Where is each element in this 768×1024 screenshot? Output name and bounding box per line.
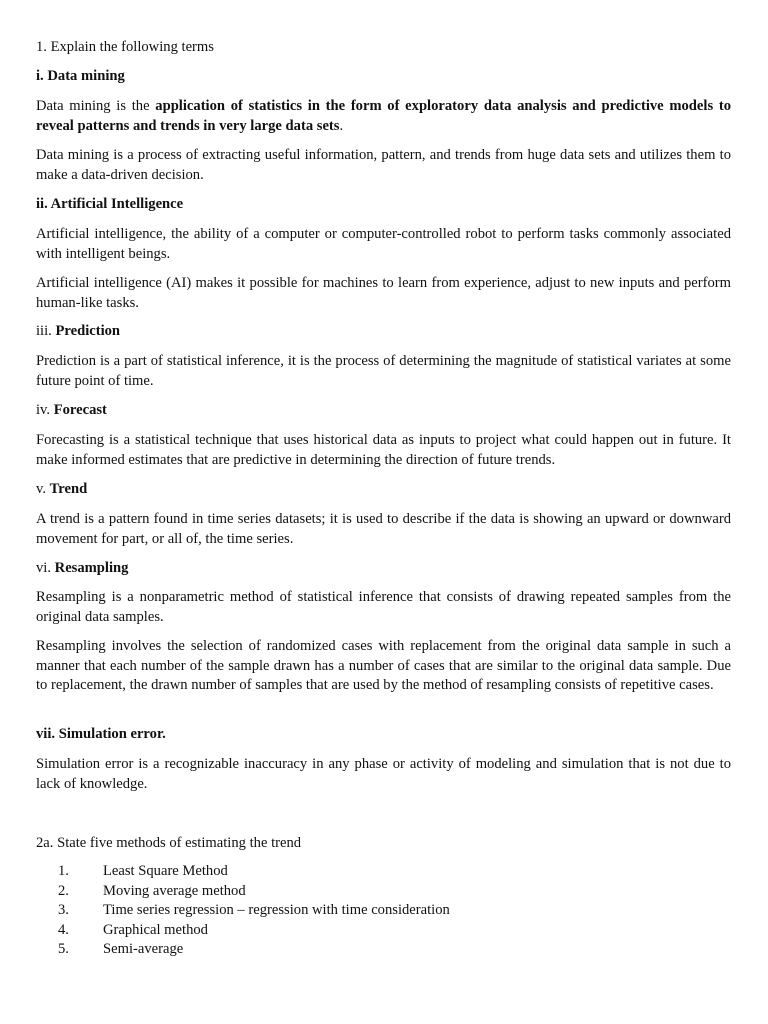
paragraph-forecast: Forecasting is a statistical technique that uses historical data as inputs to project what could happen out in future. It make informed estimates that are predictive in determining the direction of future trends. — [36, 432, 731, 468]
term-title: Forecast — [53, 402, 107, 418]
term-heading-trend — [36, 480, 87, 500]
paragraph-resampling-1: Resampling is a nonparametric method of statistical inference that consists of drawing repeated samples from the original data samples. — [36, 589, 731, 625]
paragraph-data-mining-1 — [36, 97, 731, 136]
term-heading-data-mining — [36, 67, 125, 87]
term-heading-resampling — [36, 559, 128, 579]
term-title: Prediction — [55, 323, 121, 339]
term-heading-simulation-error — [36, 725, 166, 745]
term-heading-prediction — [36, 322, 120, 342]
paragraph-simulation-error: Simulation error is a recognizable inaccuracy in any phase or activity of modeling and simulation that is not due to lack of knowledge. — [36, 756, 731, 792]
term-title: vii. Simulation error. — [36, 726, 166, 742]
term-title: Resampling — [54, 560, 129, 576]
list-text: Semi-average — [103, 941, 184, 957]
question-2a-heading: 2a. State five methods of estimating the trend — [36, 835, 302, 851]
paragraph-trend: A trend is a pattern found in time series datasets; it is used to describe if the data is showing an upward or downward movement for part, or all of, the time series. — [36, 511, 731, 547]
paragraph-bold-text: application of statistics in the form of exploratory data analysis and predictive models to reveal patterns and trends in very large data sets — [36, 98, 731, 134]
list-text: Time series regression – regression with time consideration — [103, 902, 450, 918]
term-prefix: iii. — [36, 323, 56, 339]
list-number: 3. — [58, 902, 69, 918]
paragraph-data-mining-2: Data mining is a process of extracting useful information, pattern, and trends from huge data sets and utilizes them to make a data-driven decision. — [36, 147, 731, 183]
term-title: Trend — [49, 481, 88, 497]
term-heading-forecast — [36, 401, 107, 421]
paragraph-ai-1: Artificial intelligence, the ability of a computer or computer-controlled robot to perform tasks commonly associated with intelligent beings. — [36, 226, 731, 262]
list-number: 1. — [58, 863, 69, 879]
term-heading-artificial-intelligence — [36, 195, 183, 215]
paragraph-text: Data mining is the — [36, 98, 156, 114]
paragraph-text-end: . — [339, 117, 344, 134]
paragraph-resampling-2: Resampling involves the selection of randomized cases with replacement from the original data sample in such a manner that each number of the sample drawn has a number of cases that are similar to the original data sample. Due to replacement, the drawn number of samples that are used by the method of resampling consists of repetitive cases. — [36, 638, 731, 694]
term-prefix: v. — [36, 481, 50, 497]
list-number: 2. — [58, 883, 69, 899]
term-prefix: iv. — [36, 402, 54, 418]
paragraph-ai-2: Artificial intelligence (AI) makes it possible for machines to learn from experience, adjust to new inputs and perform human-like tasks. — [36, 275, 731, 311]
list-text: Moving average method — [103, 883, 246, 899]
term-title: i. Data mining — [36, 68, 125, 84]
question-1-heading: 1. Explain the following terms — [36, 39, 214, 55]
term-prefix: vi. — [36, 560, 55, 576]
list-text: Least Square Method — [103, 863, 228, 879]
list-number: 4. — [58, 922, 69, 938]
list-number: 5. — [58, 941, 69, 957]
paragraph-prediction: Prediction is a part of statistical inference, it is the process of determining the magnitude of statistical variates at some future point of time. — [36, 353, 731, 389]
term-title: ii. Artificial Intelligence — [36, 196, 184, 212]
list-text: Graphical method — [103, 922, 208, 938]
